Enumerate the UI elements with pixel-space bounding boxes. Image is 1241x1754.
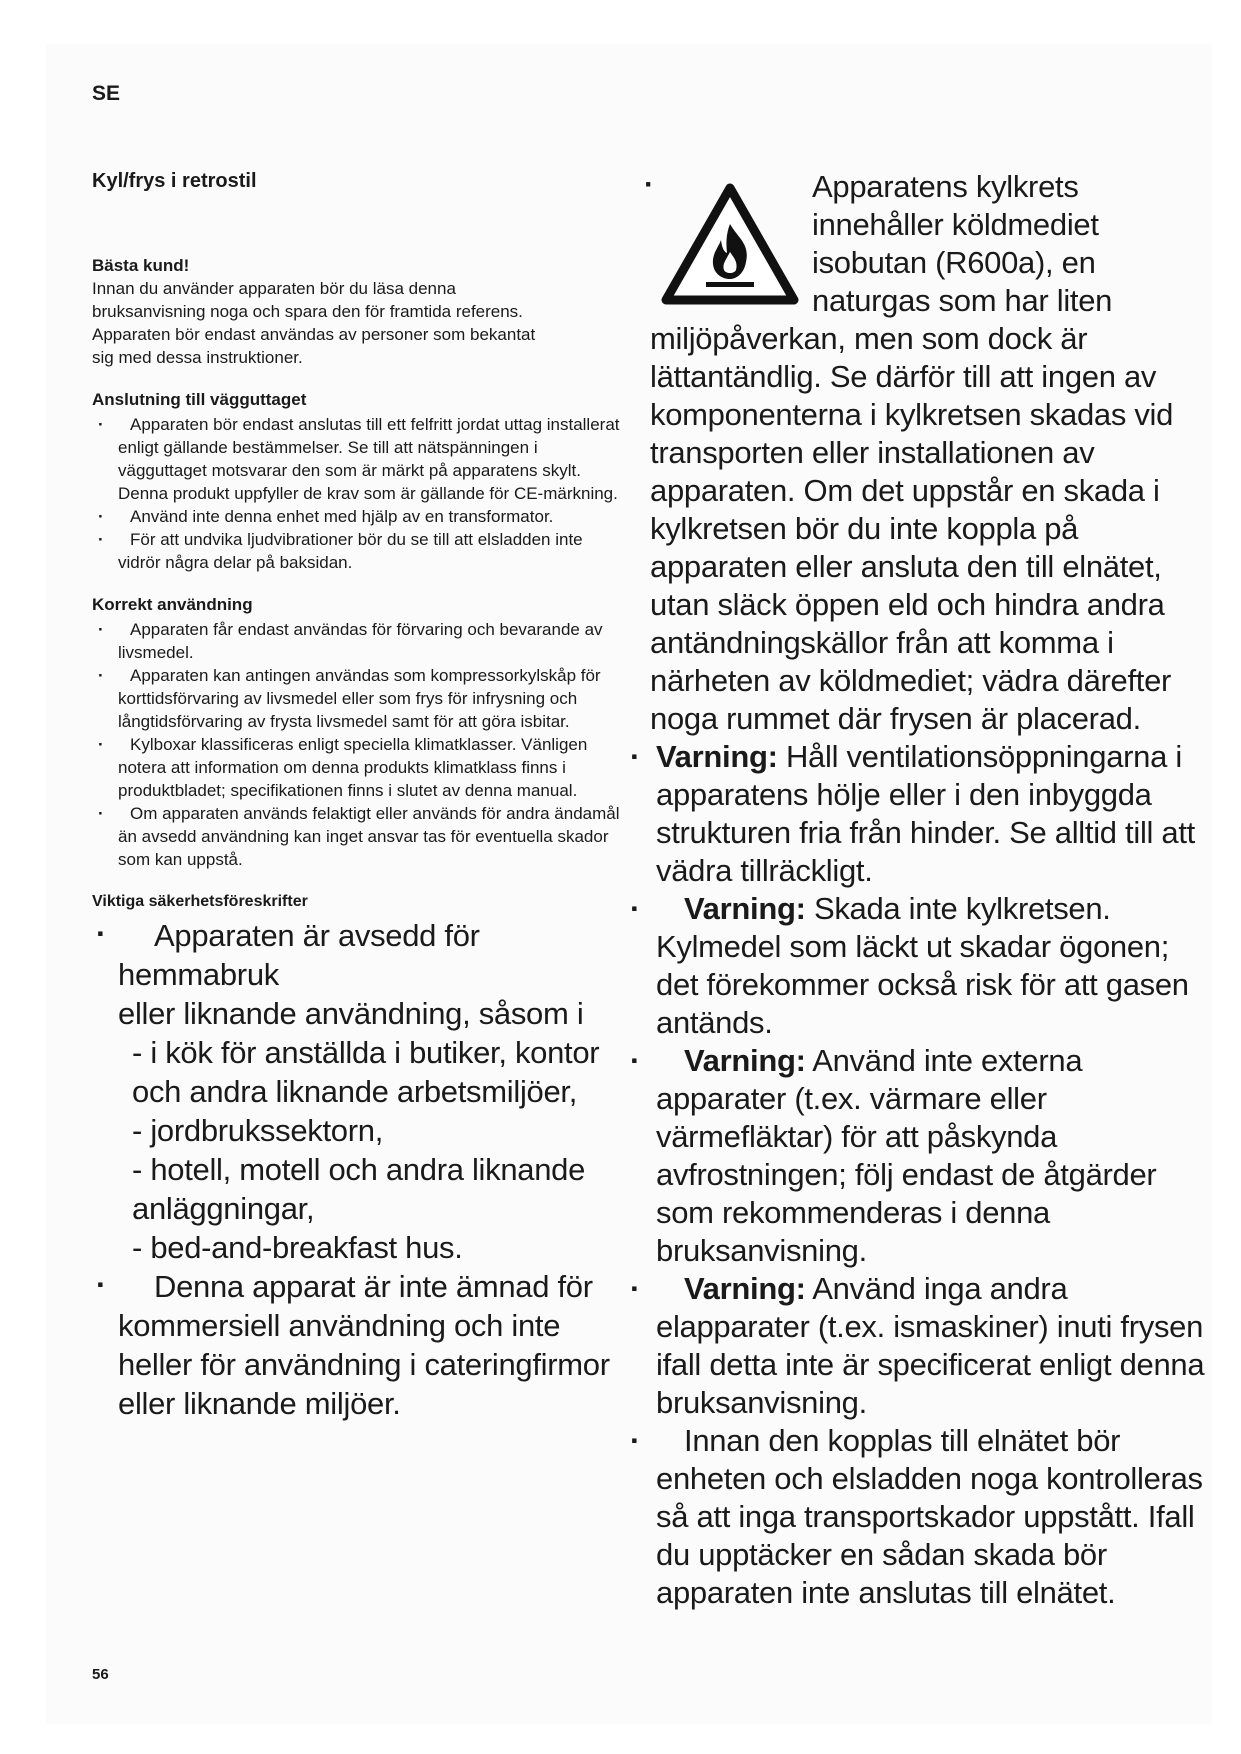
final-check-text: bör enheten och elsladden noga kontrolleras så att inga transportskador uppstått. Ifall du upptäcker en sådan skada bör apparaten inte anslutas till elnätet.	[656, 1423, 1203, 1610]
warning-label: Varning:	[684, 1043, 806, 1078]
usage-heading: Korrekt användning	[92, 595, 253, 614]
list-item: · Apparaten bör endast anslutas till ett felfritt jordat uttag installerat enligt gällande bestämmelser. Se till att nätspänningen i vägguttaget motsvarar den som är märkt på apparatens skylt. Denna produkt uppfyller de krav som är gällande för CE-märkning.	[92, 413, 622, 505]
flammable-block: · Apparatens kylkrets innehåller köldmediet isobutan (R600a), en naturgas som har liten miljöpåverkan, men som dock är lättantändlig. Se därför till att ingen av komponenterna i kylkretsen skadas vid transporten eller installationen av apparaten. Om det uppstår en skada i kylkretsen bör du inte koppla på apparaten eller ansluta den till elnätet, utan släck öppen eld och hindra andra antändningskällor från att komma i närheten av köldmediet; vädra därefter noga rummet där frysen är placerad.	[650, 168, 1210, 738]
intro-heading: Bästa kund!	[92, 256, 190, 275]
safety-item-lead: · Apparaten är avsedd för hemmabruk	[118, 918, 480, 992]
outlet-list	[92, 413, 622, 574]
flammable-line: naturgas som har liten	[812, 283, 1113, 318]
safety-item-lead: · Denna apparat är inte ämnad för	[154, 1269, 593, 1304]
document-title: Kyl/frys i retrostil	[92, 170, 257, 192]
warning-text: Använd inte externa apparater (t.ex. värmare eller värmefläktar) för att påskynda avfrostningen; följ endast de åtgärder som rekommenderas i denna bruksanvisning.	[656, 1043, 1157, 1268]
page-number: 56	[92, 1666, 109, 1683]
outlet-section	[92, 389, 622, 574]
safety-item-rest: eller liknande användning, såsom i	[118, 996, 584, 1031]
outlet-heading: Anslutning till vägguttaget	[92, 390, 307, 409]
warning-item	[650, 1270, 1210, 1422]
safety-item	[92, 916, 622, 1267]
warning-label: Varning:	[656, 739, 778, 774]
left-column	[92, 170, 622, 1423]
flammable-warning-icon	[660, 182, 800, 308]
list-item: · För att undvika ljudvibrationer bör du se till att elsladden inte vidrör några delar på baksidan.	[92, 528, 622, 574]
warning-item	[650, 1042, 1210, 1270]
intro-line: sig med dessa instruktioner.	[92, 348, 303, 367]
list-item: · Apparaten kan antingen användas som kompressorkylskåp för korttidsförvaring av livsmedel eller som frys för infrysning och långtidsförvaring av frysta livsmedel samt för att göra isbitar.	[92, 664, 622, 733]
intro-line: bruksanvisning noga och spara den för framtida referens.	[92, 302, 523, 321]
safety-list	[92, 916, 622, 1423]
safety-heading: Viktiga säkerhetsföreskrifter	[92, 893, 308, 910]
safety-item-rest: kommersiell användning och inte heller för användning i cateringfirmor eller liknande miljöer.	[118, 1308, 610, 1421]
flammable-line: innehåller köldmediet	[812, 207, 1099, 242]
language-code: SE	[92, 82, 121, 105]
safety-subitem: - bed-and-breakfast hus.	[132, 1230, 463, 1265]
flammable-text: miljöpåverkan, men som dock är lättantändlig. Se därför till att ingen av komponenterna i kylkretsen skadas vid transporten eller installationen av apparaten. Om det uppstår en skada i kylkretsen bör du inte koppla på apparaten eller ansluta den till elnätet, utan släck öppen eld och hindra andra antändningskällor från att komma i närheten av köldmediet; vädra därefter noga rummet där frysen är placerad.	[650, 321, 1174, 736]
usage-section	[92, 594, 622, 871]
safety-subitem: - hotell, motell och andra liknande anläggningar,	[132, 1152, 586, 1226]
list-item: · Kylboxar klassificeras enligt speciella klimatklasser. Vänligen notera att information om denna produkts klimatklass finns i produktbladet; specifikationen finns i slutet av denna manual.	[92, 733, 622, 802]
flammable-line: isobutan (R600a), en	[812, 245, 1096, 280]
list-item: · Använd inte denna enhet med hjälp av en transformator.	[92, 505, 622, 528]
right-column	[644, 168, 1210, 1612]
safety-subitem: - i kök för anställda i butiker, kontor och andra liknande arbetsmiljöer,	[132, 1035, 600, 1109]
intro-line: Innan du använder apparaten bör du läsa denna	[92, 279, 456, 298]
final-check-lead: Innan den kopplas till elnätet	[684, 1423, 1068, 1458]
warning-label: Varning:	[684, 1271, 806, 1306]
warning-text: Använd inga andra elapparater (t.ex. ismaskiner) inuti frysen ifall detta inte är specificerat enligt denna bruksanvisning.	[656, 1271, 1205, 1420]
warnings-list	[650, 738, 1210, 1612]
safety-subitem: - jordbrukssektorn,	[132, 1113, 384, 1148]
intro-line: Apparaten bör endast användas av personer som bekantat	[92, 325, 536, 344]
warning-item	[650, 738, 1210, 890]
flammable-line: Apparatens kylkrets	[812, 169, 1079, 204]
list-item: · Apparaten får endast användas för förvaring och bevarande av livsmedel.	[92, 618, 622, 664]
list-item: · Om apparaten används felaktigt eller används för andra ändamål än avsedd användning kan inget ansvar tas för eventuella skador som kan uppstå.	[92, 802, 622, 871]
safety-item	[92, 1267, 622, 1423]
intro-section	[92, 255, 622, 369]
warning-item	[650, 890, 1210, 1042]
warning-text: Håll ventilationsöppningarna i apparatens hölje eller i den inbyggda strukturen fria från hinder. Se alltid till att vädra tillräckligt.	[656, 739, 1195, 888]
usage-list	[92, 618, 622, 871]
warning-text: Skada inte kylkretsen. Kylmedel som läckt ut skadar ögonen; det förekommer också risk för att gasen antänds.	[656, 891, 1189, 1040]
warning-item	[650, 1422, 1210, 1612]
warning-label: Varning:	[684, 891, 806, 926]
